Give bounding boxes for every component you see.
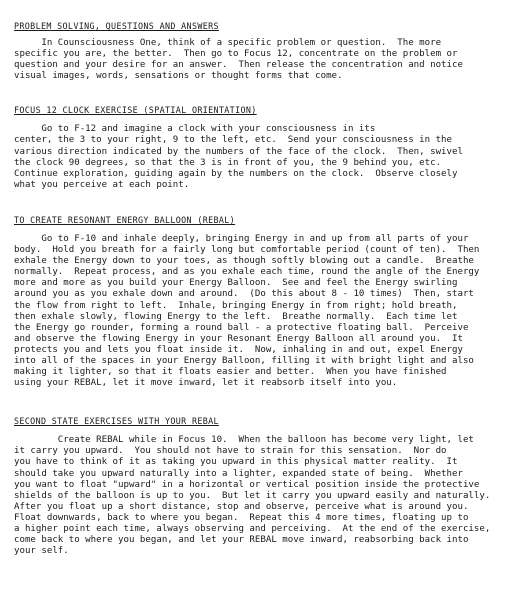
text-line: you want to float "upward" in a horizontal or vertical position inside the protective — [14, 479, 480, 490]
text-line: protects you and lets you float inside it. Now, inhaling in and out, expel Energy — [14, 344, 463, 355]
text-line: making it lighter, so that it floats easier and better. When you have finished — [14, 367, 447, 378]
text-line: around you as you exhale down and around. (Do this about 8 - 10 times) Then, start — [14, 289, 474, 300]
section-second-state-exercises — [14, 409, 495, 557]
section-body — [14, 234, 495, 389]
text-line: come back to where you began, and let your REBAL move inward, reabsorbing back into — [14, 535, 469, 546]
text-line: body. Hold you breath for a fairly long but comfortable period (count of ten). Then — [14, 245, 480, 256]
section-body — [14, 435, 495, 557]
text-line: exhale the Energy down to your toes, as though softly blowing out a candle. Breathe — [14, 256, 474, 267]
text-line: Go to F-12 and imagine a clock with your consciousness in its — [14, 124, 376, 135]
text-line: shields of the balloon is up to you. But let it carry you upward easily and naturally. — [14, 490, 491, 501]
text-line: visual images, words, sensations or thought forms that come. — [14, 71, 343, 82]
text-line: After you float up a short distance, stop and observe, perceive what is around you. — [14, 501, 469, 512]
text-line: the clock 90 degrees, so that the 3 is in front of you, the 9 behind you, etc. — [14, 157, 442, 168]
section-heading: FOCUS 12 CLOCK EXERCISE (SPATIAL ORIENTATION) — [14, 105, 257, 116]
text-line: it carry you upward. You should not have to strain for this sensation. Nor do — [14, 446, 447, 457]
text-line: Continue exploration, guiding again by the numbers on the clock. Observe closely — [14, 168, 458, 179]
text-line: specific you are, the better. Then go to Focus 12, concentrate on the problem or — [14, 49, 458, 60]
section-energy-balloon — [14, 208, 495, 389]
text-line: In Counsciousness One, think of a specific problem or question. The more — [14, 38, 442, 48]
text-line: Go to F-10 and inhale deeply, bringing Energy in and up from all parts of your — [14, 233, 469, 244]
text-line: using your REBAL, let it move inward, let it reabsorb itself into you. — [14, 378, 398, 389]
text-line: you have to think of it as taking you upward in this physical matter reality. It — [14, 457, 458, 468]
section-heading: SECOND STATE EXERCISES WITH YOUR REBAL — [14, 416, 219, 427]
text-line: Create REBAL while in Focus 10. When the balloon has become very light, let — [14, 435, 474, 446]
text-line: should take you upward naturally into a lighter, expanded state of being. Whether — [14, 468, 463, 479]
text-line: various direction indicated by the numbers of the face of the clock. Then, swivel — [14, 146, 463, 157]
text-line: your self. — [14, 546, 69, 557]
text-line: the flow from right to left. Inhale, bringing Energy in from right; hold breath, — [14, 300, 458, 311]
section-clock-exercise — [14, 98, 495, 191]
section-problem-solving — [14, 14, 495, 82]
text-line: into all of the spaces in your Energy Balloon, filling it with bright light and also — [14, 355, 474, 366]
text-line: normally. Repeat process, and as you exhale each time, round the angle of the Energy — [14, 267, 480, 278]
text-line: more and more as you build your Energy Balloon. See and feel the Energy swirling — [14, 278, 458, 289]
text-line: center, the 3 to your right, 9 to the left, etc. Send your consciousness in the — [14, 135, 452, 146]
text-line: question and your desire for an answer. Then release the concentration and notice — [14, 60, 463, 71]
text-line: what you perceive at each point. — [14, 179, 190, 190]
text-line: Float downwards, back to where you began. Repeat this 4 more times, floating up to — [14, 512, 469, 523]
section-body — [14, 124, 495, 191]
section-heading: TO CREATE RESONANT ENERGY BALLOON (REBAL) — [14, 214, 236, 225]
section-heading: PROBLEM SOLVING, QUESTIONS AND ANSWERS — [14, 21, 219, 31]
text-line: a higher point each time, always observing and perceiving. At the end of the exercise, — [14, 524, 491, 534]
text-line: and observe the flowing Energy in your Resonant Energy Balloon all around you. It — [14, 333, 463, 344]
text-line: the Energy go rounder, forming a round ball - a protective floating ball. Perceive — [14, 322, 469, 333]
text-line: then exhale slowly, flowing Energy to the left. Breathe normally. Each time let — [14, 311, 458, 322]
section-body — [14, 38, 495, 82]
